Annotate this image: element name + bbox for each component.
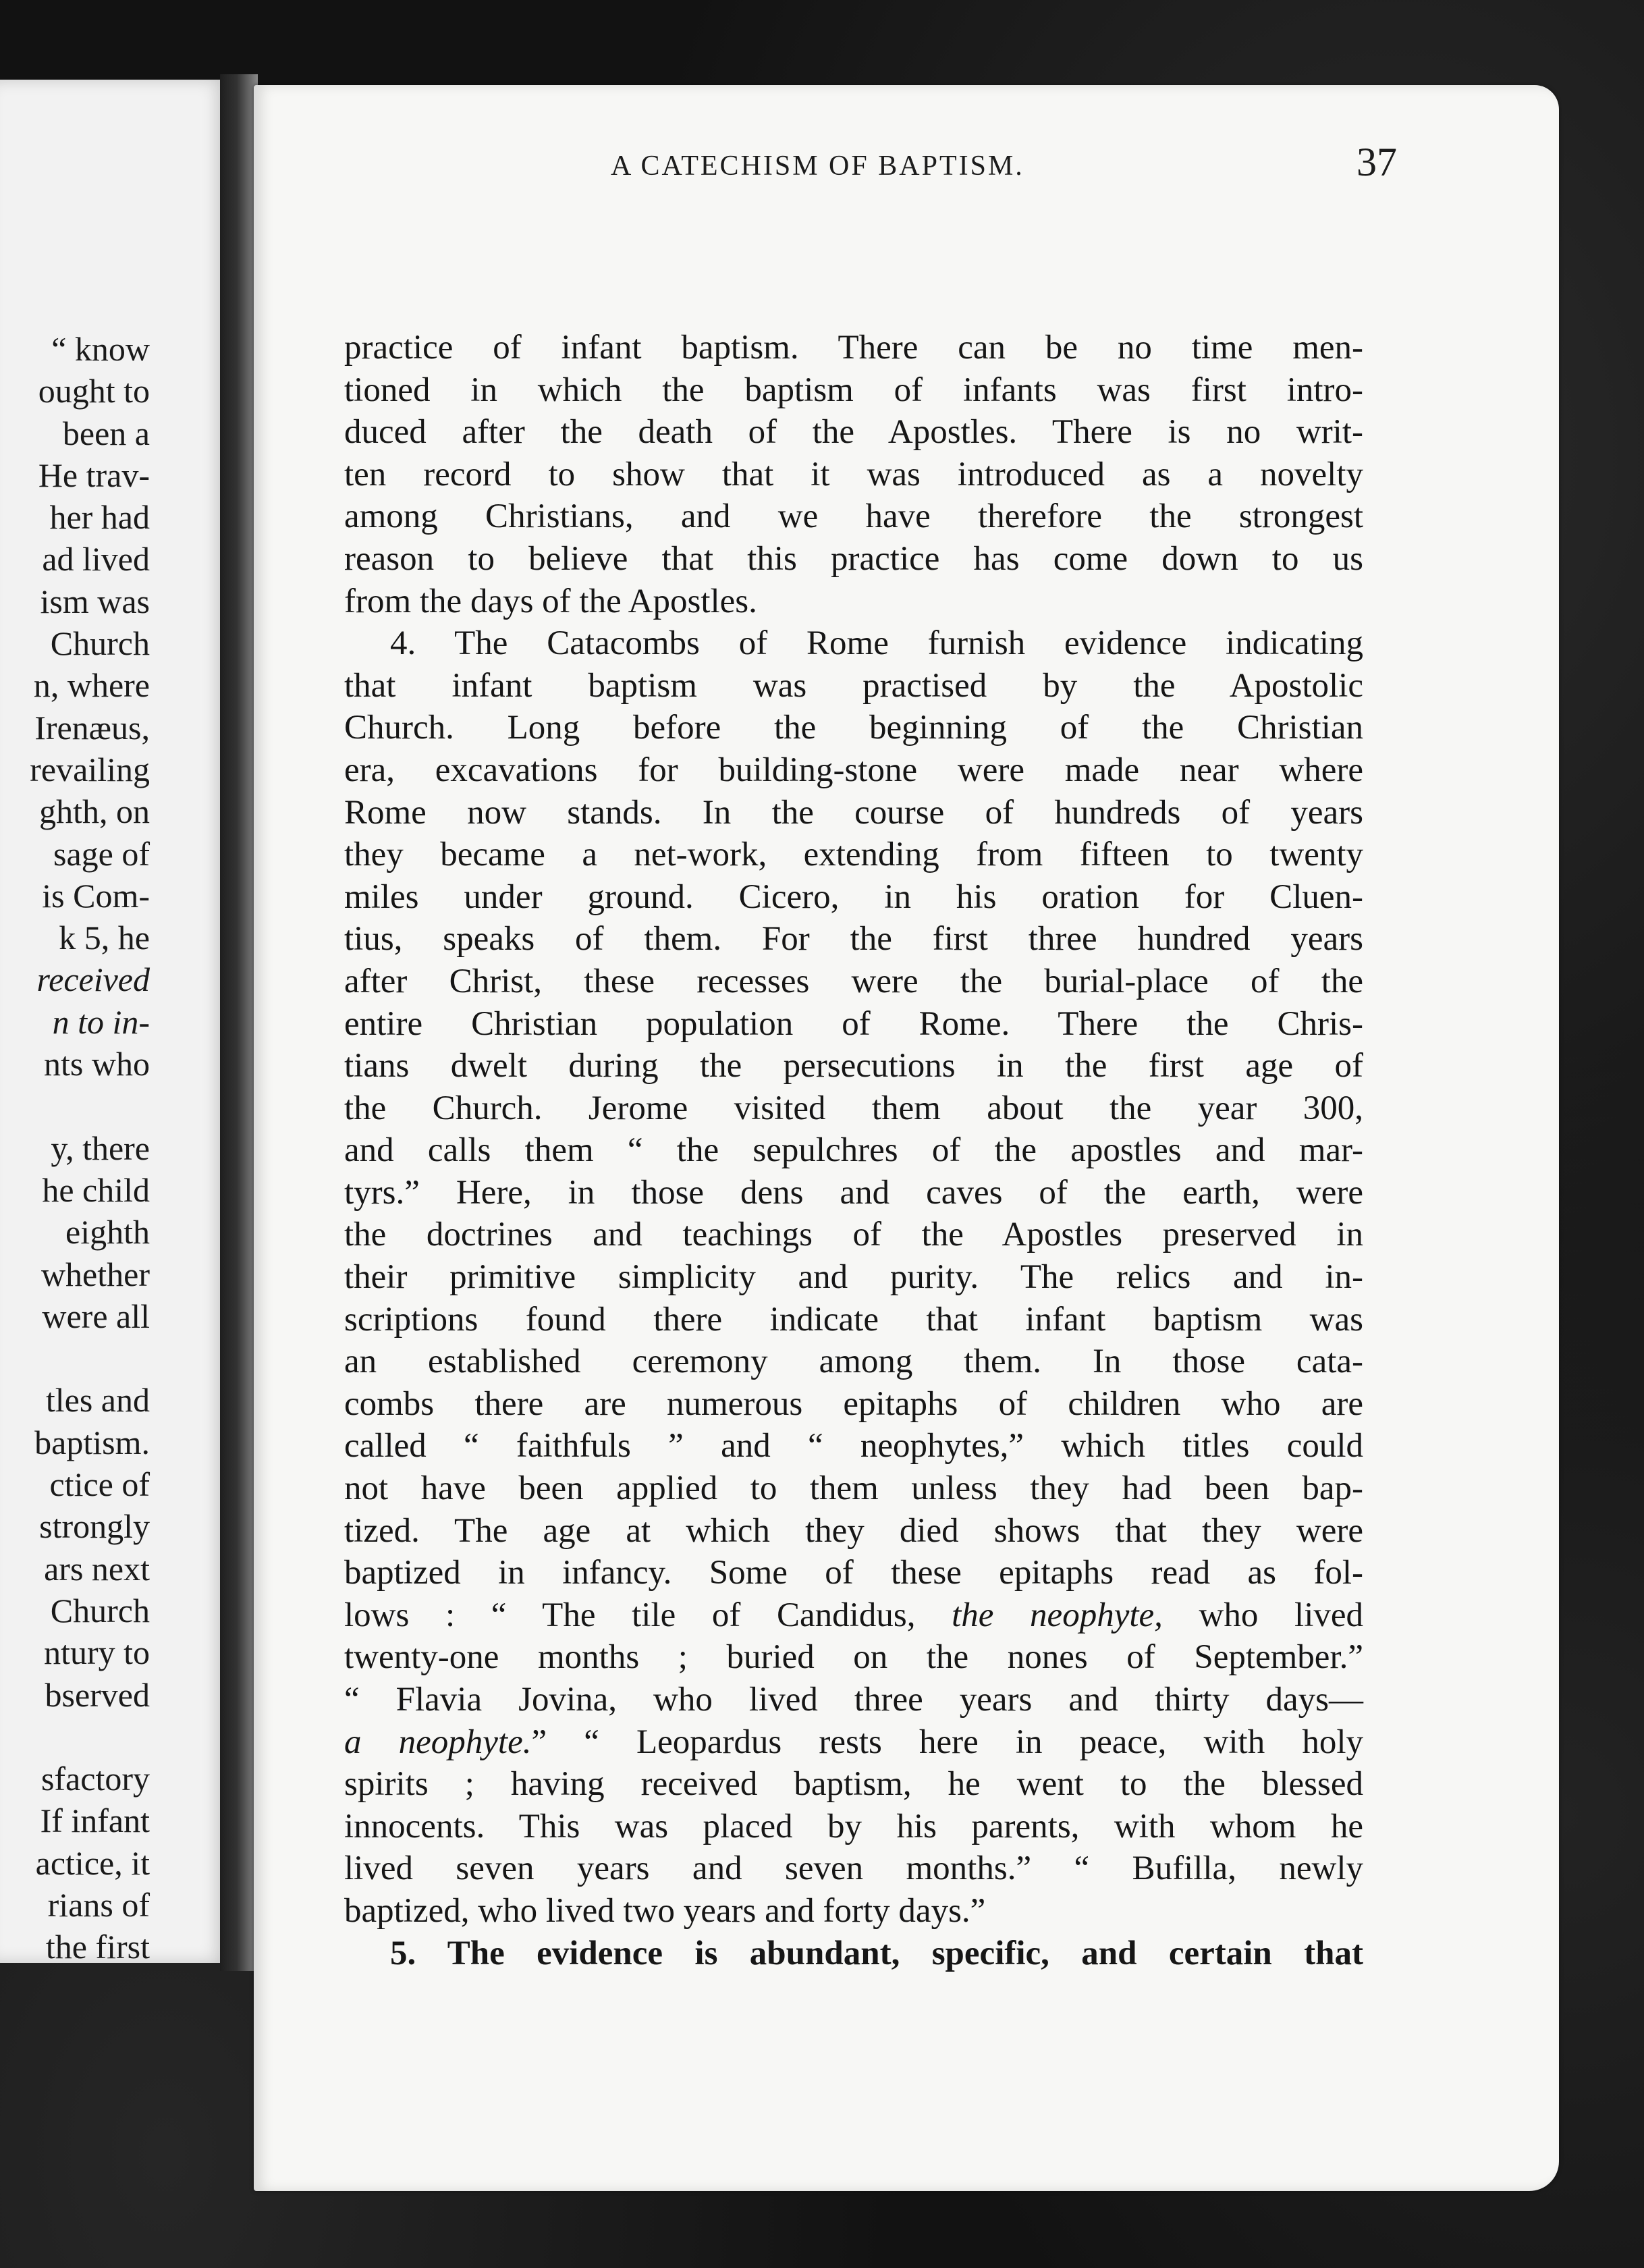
left-fragment: y, there xyxy=(51,1129,150,1167)
left-fragment: ntury to xyxy=(44,1634,150,1672)
left-fragment: Irenæus, xyxy=(34,708,150,747)
left-fragment: the first xyxy=(45,1928,150,1963)
text-line: ten record to show that it was introduced as a novelty xyxy=(344,455,1363,493)
previous-page-edge xyxy=(0,80,229,1963)
text-line: Church. Long before the beginning of the Christian xyxy=(344,709,1363,747)
paragraph-5-start: 5. The evidence is abundant, specific, and certain that xyxy=(390,1934,1363,1972)
text-line: the doctrines and teachings of the Apostles preserved in xyxy=(344,1216,1363,1254)
left-fragment: were all xyxy=(42,1297,150,1335)
left-fragment: whether xyxy=(40,1255,150,1293)
text-line: lived seven years and seven months.” “ Bufilla, newly xyxy=(344,1850,1363,1888)
left-fragment: bserved xyxy=(45,1675,150,1714)
left-fragment: strongly xyxy=(39,1507,150,1546)
text-line: “ Flavia Jovina, who lived three years and thirty days— xyxy=(344,1681,1363,1719)
text-line: combs there are numerous epitaphs of children who are xyxy=(344,1384,1363,1423)
text-line: tioned in which the baptism of infants was first intro- xyxy=(344,371,1363,409)
left-fragment: If infant xyxy=(40,1802,150,1840)
book-gutter xyxy=(220,74,258,1971)
left-fragment: n to in- xyxy=(52,1002,150,1041)
text-run: who lived xyxy=(1199,1596,1363,1634)
text-line: miles under ground. Cicero, in his oration for Cluen- xyxy=(344,878,1363,916)
page-number: 37 xyxy=(1357,140,1397,184)
left-fragment: nts who xyxy=(44,1045,150,1083)
text-line: tius, speaks of them. For the first three hundred years xyxy=(344,920,1363,959)
text-line: twenty-one months ; buried on the nones of September.” xyxy=(344,1638,1363,1677)
left-fragment: n, where xyxy=(33,666,150,705)
text-line: tized. The age at which they died shows that they were xyxy=(344,1511,1363,1550)
text-line: their primitive simplicity and purity. The relics and in- xyxy=(344,1258,1363,1297)
left-fragment: Church xyxy=(50,624,150,663)
left-fragment: is Com- xyxy=(42,876,150,915)
text-line: after Christ, these recesses were the burial-place of the xyxy=(344,962,1363,1000)
text-line: they became a net-work, extending from fifteen to twenty xyxy=(344,836,1363,874)
italic-neophyte: a neophyte. xyxy=(344,1723,532,1761)
left-fragment: ad lived xyxy=(42,540,150,578)
text-line: practice of infant baptism. There can be no time men- xyxy=(344,329,1363,367)
left-fragment: ghth, on xyxy=(39,792,150,831)
left-fragment: been a xyxy=(62,414,150,452)
text-line: that infant baptism was practised by the Apostolic xyxy=(344,666,1363,705)
left-fragment: revailing xyxy=(30,750,150,788)
text-line: from the days of the Apostles. xyxy=(344,582,757,620)
text-run: ” “ Leopardus rests here in peace, with holy xyxy=(531,1723,1363,1761)
text-line: among Christians, and we have therefore the strongest xyxy=(344,497,1363,536)
text-line: and calls them “ the sepulchres of the apostles and mar- xyxy=(344,1131,1363,1170)
text-line: baptized in infancy. Some of these epitaphs read as fol- xyxy=(344,1554,1363,1592)
left-fragment: “ know xyxy=(51,330,150,368)
previous-page-text xyxy=(0,328,150,1963)
text-line: entire Christian population of Rome. There the Chris- xyxy=(344,1004,1363,1043)
text-line: baptized, who lived two years and forty days.” xyxy=(344,1891,986,1930)
left-fragment: tles and xyxy=(45,1381,150,1420)
text-line: innocents. This was placed by his parents, with whom he xyxy=(344,1807,1363,1845)
left-fragment: sfactory xyxy=(40,1760,150,1798)
text-line: tyrs.” Here, in those dens and caves of the earth, were xyxy=(344,1173,1363,1212)
text-run: lows : “ The tile of Candidus, xyxy=(344,1596,916,1634)
left-fragment: Church xyxy=(50,1591,150,1629)
left-fragment: baptism. xyxy=(34,1423,150,1461)
left-fragment: rians of xyxy=(47,1885,150,1924)
italic-neophyte: the neophyte, xyxy=(952,1596,1163,1634)
left-fragment: He trav- xyxy=(38,456,150,494)
text-line: spirits ; having received baptism, he went to the blessed xyxy=(344,1765,1363,1804)
text-line: Rome now stands. In the course of hundreds of years xyxy=(344,793,1363,832)
text-line-epitaph xyxy=(344,1594,1363,1637)
paragraph-4-start: 4. The Catacombs of Rome furnish evidence indicating xyxy=(390,624,1363,663)
text-line: duced after the death of the Apostles. There is no writ- xyxy=(344,413,1363,452)
left-fragment xyxy=(0,1716,150,1758)
left-fragment: ought to xyxy=(38,372,150,410)
running-title: A CATECHISM OF BAPTISM. xyxy=(611,151,1024,182)
text-line: the Church. Jerome visited them about the year 300, xyxy=(344,1089,1363,1127)
left-fragment: actice, it xyxy=(35,1843,150,1882)
text-line: tians dwelt during the persecutions in the first age of xyxy=(344,1047,1363,1085)
text-line: not have been applied to them unless they had been bap- xyxy=(344,1469,1363,1508)
left-fragment: received xyxy=(36,961,150,999)
text-line: scriptions found there indicate that infant baptism was xyxy=(344,1300,1363,1339)
text-line: era, excavations for building-stone were made near where xyxy=(344,751,1363,789)
text-line: an established ceremony among them. In those cata- xyxy=(344,1343,1363,1381)
left-fragment xyxy=(0,1337,150,1379)
left-fragment: k 5, he xyxy=(59,919,150,957)
text-line: called “ faithfuls ” and “ neophytes,” which titles could xyxy=(344,1427,1363,1465)
left-fragment: ars next xyxy=(44,1549,150,1588)
left-fragment xyxy=(0,1085,150,1127)
left-fragment: ctice of xyxy=(49,1465,150,1504)
left-fragment: eighth xyxy=(65,1213,150,1251)
left-fragment: sage of xyxy=(53,834,150,873)
left-fragment: her had xyxy=(49,498,150,537)
left-fragment: he child xyxy=(42,1170,150,1209)
page-body xyxy=(344,327,1363,1974)
text-line: reason to believe that this practice has come down to us xyxy=(344,539,1363,578)
text-line-epitaph xyxy=(344,1721,1363,1764)
left-fragment: ism was xyxy=(40,582,150,620)
